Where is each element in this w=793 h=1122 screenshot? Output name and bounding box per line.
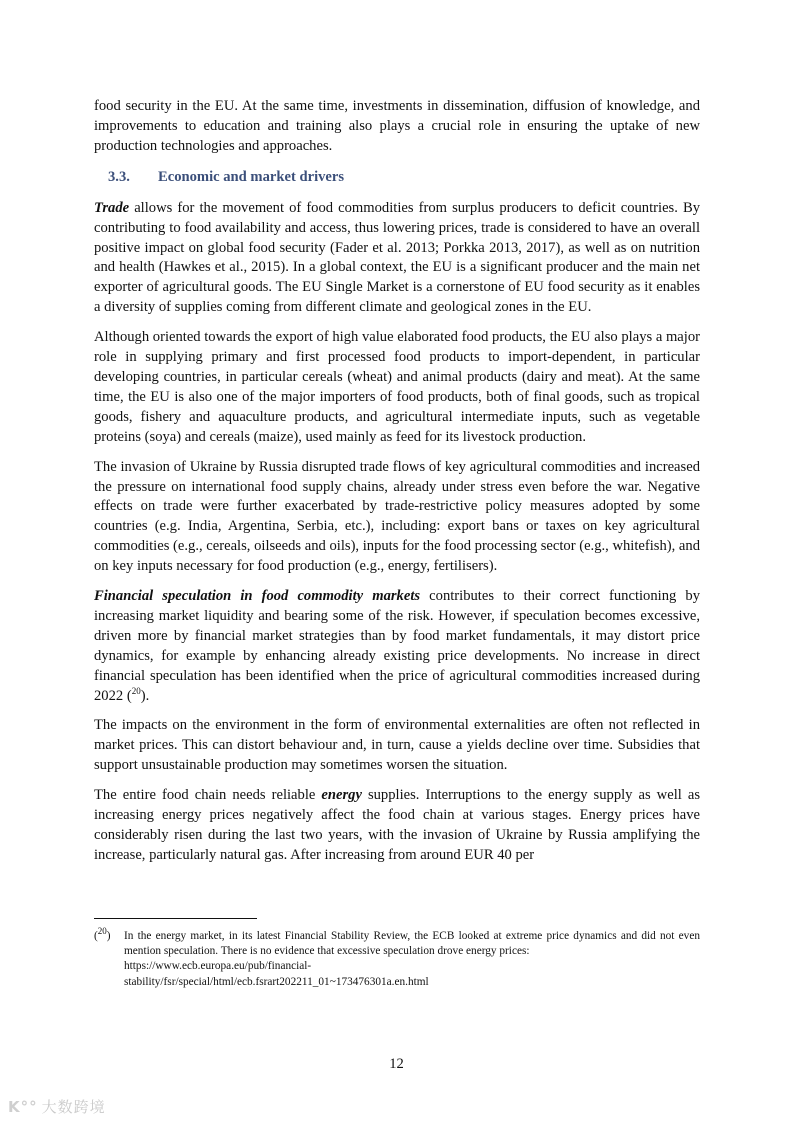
paragraph-exports: Although oriented towards the export of high value elaborated food products, the EU also plays a major role in supplying primary and first processed food products to import-dependent, in particular developing countries, in particular cereals (wheat) and animal products (dairy and meat). At the same time, the EU is also one of the major importers of food products, both of final goods, such as tropical goods, fishery and aquaculture products, and agricultural intermediate inputs, such as vegetable proteins (soya) and cereals (maize), used mainly as feed for its livestock production. bbox=[94, 329, 700, 445]
watermark-logo-icon: K°° bbox=[8, 1098, 38, 1116]
footnote-reference[interactable]: 20 bbox=[131, 685, 141, 696]
emphasis-energy: energy bbox=[321, 787, 362, 804]
paragraph-environment: The impacts on the environment in the form of environmental externalities are often not reflected in market prices. This can distort behaviour and, in turn, cause a yields decline over time. Subsidies that support unsustainable production may sometimes worsen the situation. bbox=[94, 717, 700, 774]
paragraph-ukraine: The invasion of Ukraine by Russia disrupted trade flows of key agricultural commodities and increased the pressure on international food supply chains, already under stress even before the war. Negative effects on trade were further exacerbated by trade-restrictive policy measures adopted by some countries (e.g. India, Argentina, Serbia, etc.), including: export bans or taxes on key agricultural commodities (e.g., cereals, oilseeds and oils), inputs for the food processing sector (e.g., whitefish), and on key inputs necessary for food production (e.g., energy, fertilisers). bbox=[94, 458, 700, 575]
watermark bbox=[8, 1096, 106, 1117]
footnote-link[interactable]: https://www.ecb.europa.eu/pub/financial- stability/fsr/special/html/ecb.fsrart202211_01~173476301a.en.html bbox=[124, 960, 429, 988]
footnote-separator bbox=[94, 918, 257, 919]
paragraph-speculation: Financial speculation in food commodity markets contributes to their correct functioning by increasing market liquidity and bearing some of the risk. However, if speculation becomes excessive, driven more by financial market strategies than by food market fundamentals, it may distort price dynamics, for example by enhancing already existing price developments. No increase in direct financial speculation has been identified when the price of agricultural commodities increased during 2022 ($^{20}$). bbox=[94, 588, 700, 704]
section-title: Economic and market drivers bbox=[158, 168, 345, 185]
section-number: 3.3. bbox=[108, 168, 130, 185]
page-number: 12 bbox=[389, 1056, 404, 1072]
watermark-text: 大数跨境 bbox=[41, 1098, 106, 1116]
footnote-20 bbox=[94, 926, 700, 990]
paragraph-energy: The entire food chain needs reliable energy supplies. Interruptions to the energy supply as well as increasing energy prices negatively affect the food chain at various stages. Energy prices have considerably risen during the last two years, with the invasion of Ukraine by Russia amplifying the increase, particularly natural gas. After increasing from around EUR 40 per bbox=[94, 787, 700, 863]
intro-paragraph: food security in the EU. At the same time, investments in dissemination, diffusion of knowledge, and improvements to education and training also plays a crucial role in ensuring the uptake of new production technologies and approaches. bbox=[94, 98, 700, 154]
lead-term-trade: Trade bbox=[94, 199, 130, 216]
section-heading bbox=[108, 167, 700, 187]
footnote-text: In the energy market, in its latest Financial Stability Review, the ECB looked at extreme price dynamics and did not even mention speculation. There is no evidence that excessive speculation drove energy prices: bbox=[124, 930, 700, 958]
footnote-marker: ($^{20}$) bbox=[94, 926, 111, 942]
lead-term-speculation: Financial speculation in food commodity markets bbox=[94, 588, 421, 605]
paragraph-trade: Trade allows for the movement of food commodities from surplus producers to deficit countries. By contributing to food availability and access, thus lowering prices, trade is considered to have an overall positive impact on global food security (Fader et al. 2013; Porkka 2013, 2017), as well as on nutrition and health (Hawkes et al., 2015). In a global context, the EU is a significant producer and the main net exporter of agricultural goods. The EU Single Market is a cornerstone of EU food security as it enables a diversity of supplies coming from different climate and geological zones in the EU. bbox=[94, 199, 700, 316]
page-body bbox=[94, 97, 700, 876]
